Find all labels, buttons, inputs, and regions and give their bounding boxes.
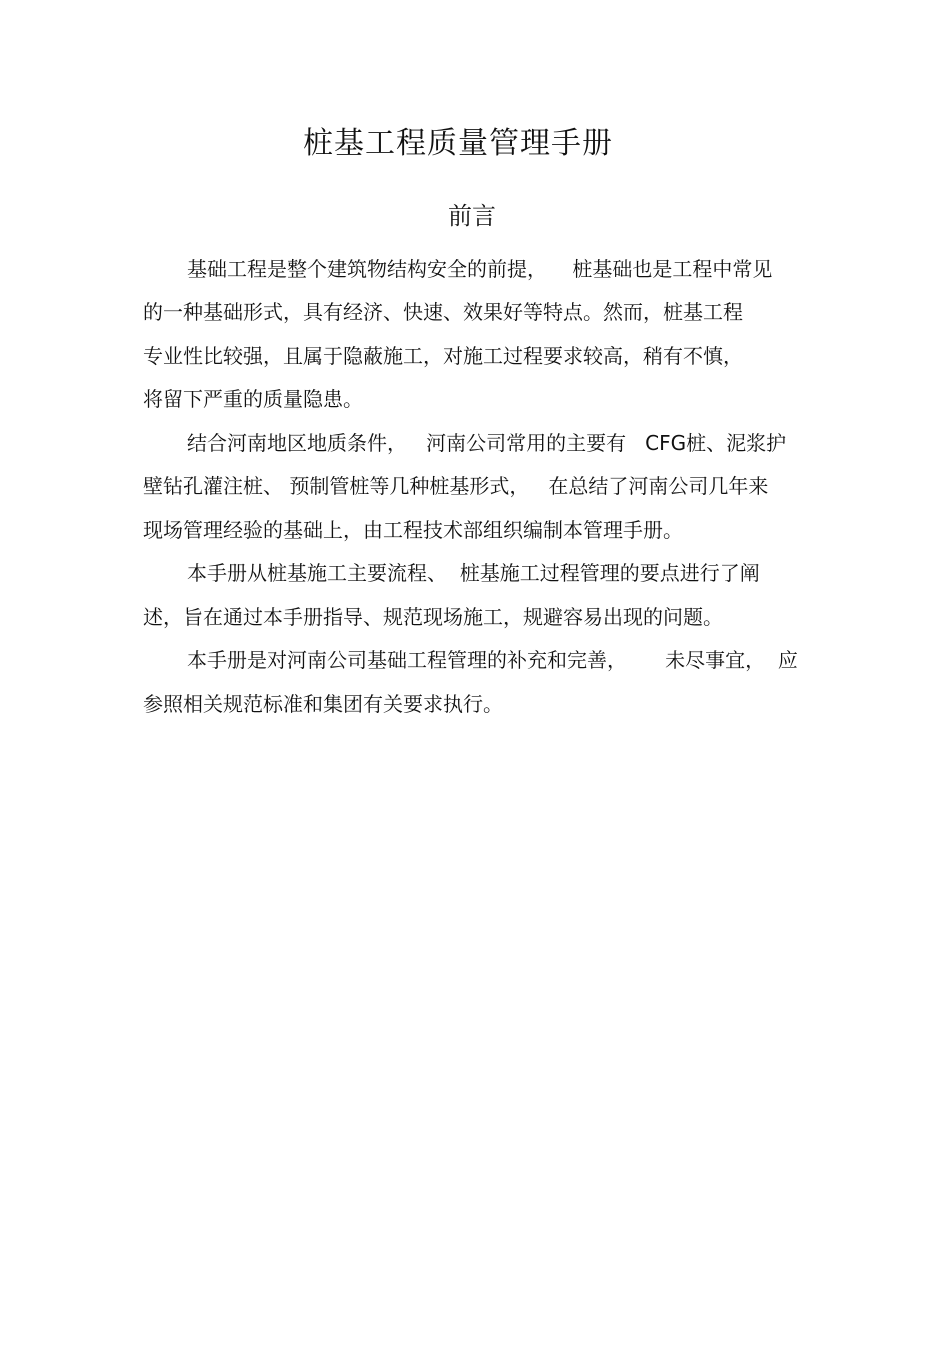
paragraph-1-line-4: 将留下严重的质量隐患。 (143, 387, 363, 411)
paragraph-3-line-1: 本手册从桩基施工主要流程、 桩基施工过程管理的要点进行了阐 (187, 561, 760, 585)
paragraph-4-line-2: 参照相关规范标准和集团有关要求执行。 (143, 692, 503, 716)
paragraph-1-line-3: 专业性比较强，且属于隐蔽施工，对施工过程要求较高，稍有不慎， (143, 344, 743, 368)
paragraph-1-line-2: 的一种基础形式，具有经济、快速、效果好等特点。然而，桩基工程 (143, 300, 743, 324)
paragraph-4-line-1: 本手册是对河南公司基础工程管理的补充和完善， 未尽事宜， 应 (187, 648, 798, 672)
paragraph-2-line-3: 现场管理经验的基础上，由工程技术部组织编制本管理手册。 (143, 518, 683, 542)
document-title: 桩基工程质量管理手册 (303, 126, 613, 161)
paragraph-2-line-1: 结合河南地区地质条件， 河南公司常用的主要有 CFG桩、泥浆护 (187, 431, 787, 455)
paragraph-3-line-2: 述，旨在通过本手册指导、规范现场施工，规避容易出现的问题。 (143, 605, 723, 629)
paragraph-2-line-2: 壁钻孔灌注桩、 预制管桩等几种桩基形式， 在总结了河南公司几年来 (143, 474, 769, 498)
section-heading-preface: 前言 (448, 202, 496, 230)
paragraph-1-line-1: 基础工程是整个建筑物结构安全的前提， 桩基础也是工程中常见 (187, 257, 773, 281)
